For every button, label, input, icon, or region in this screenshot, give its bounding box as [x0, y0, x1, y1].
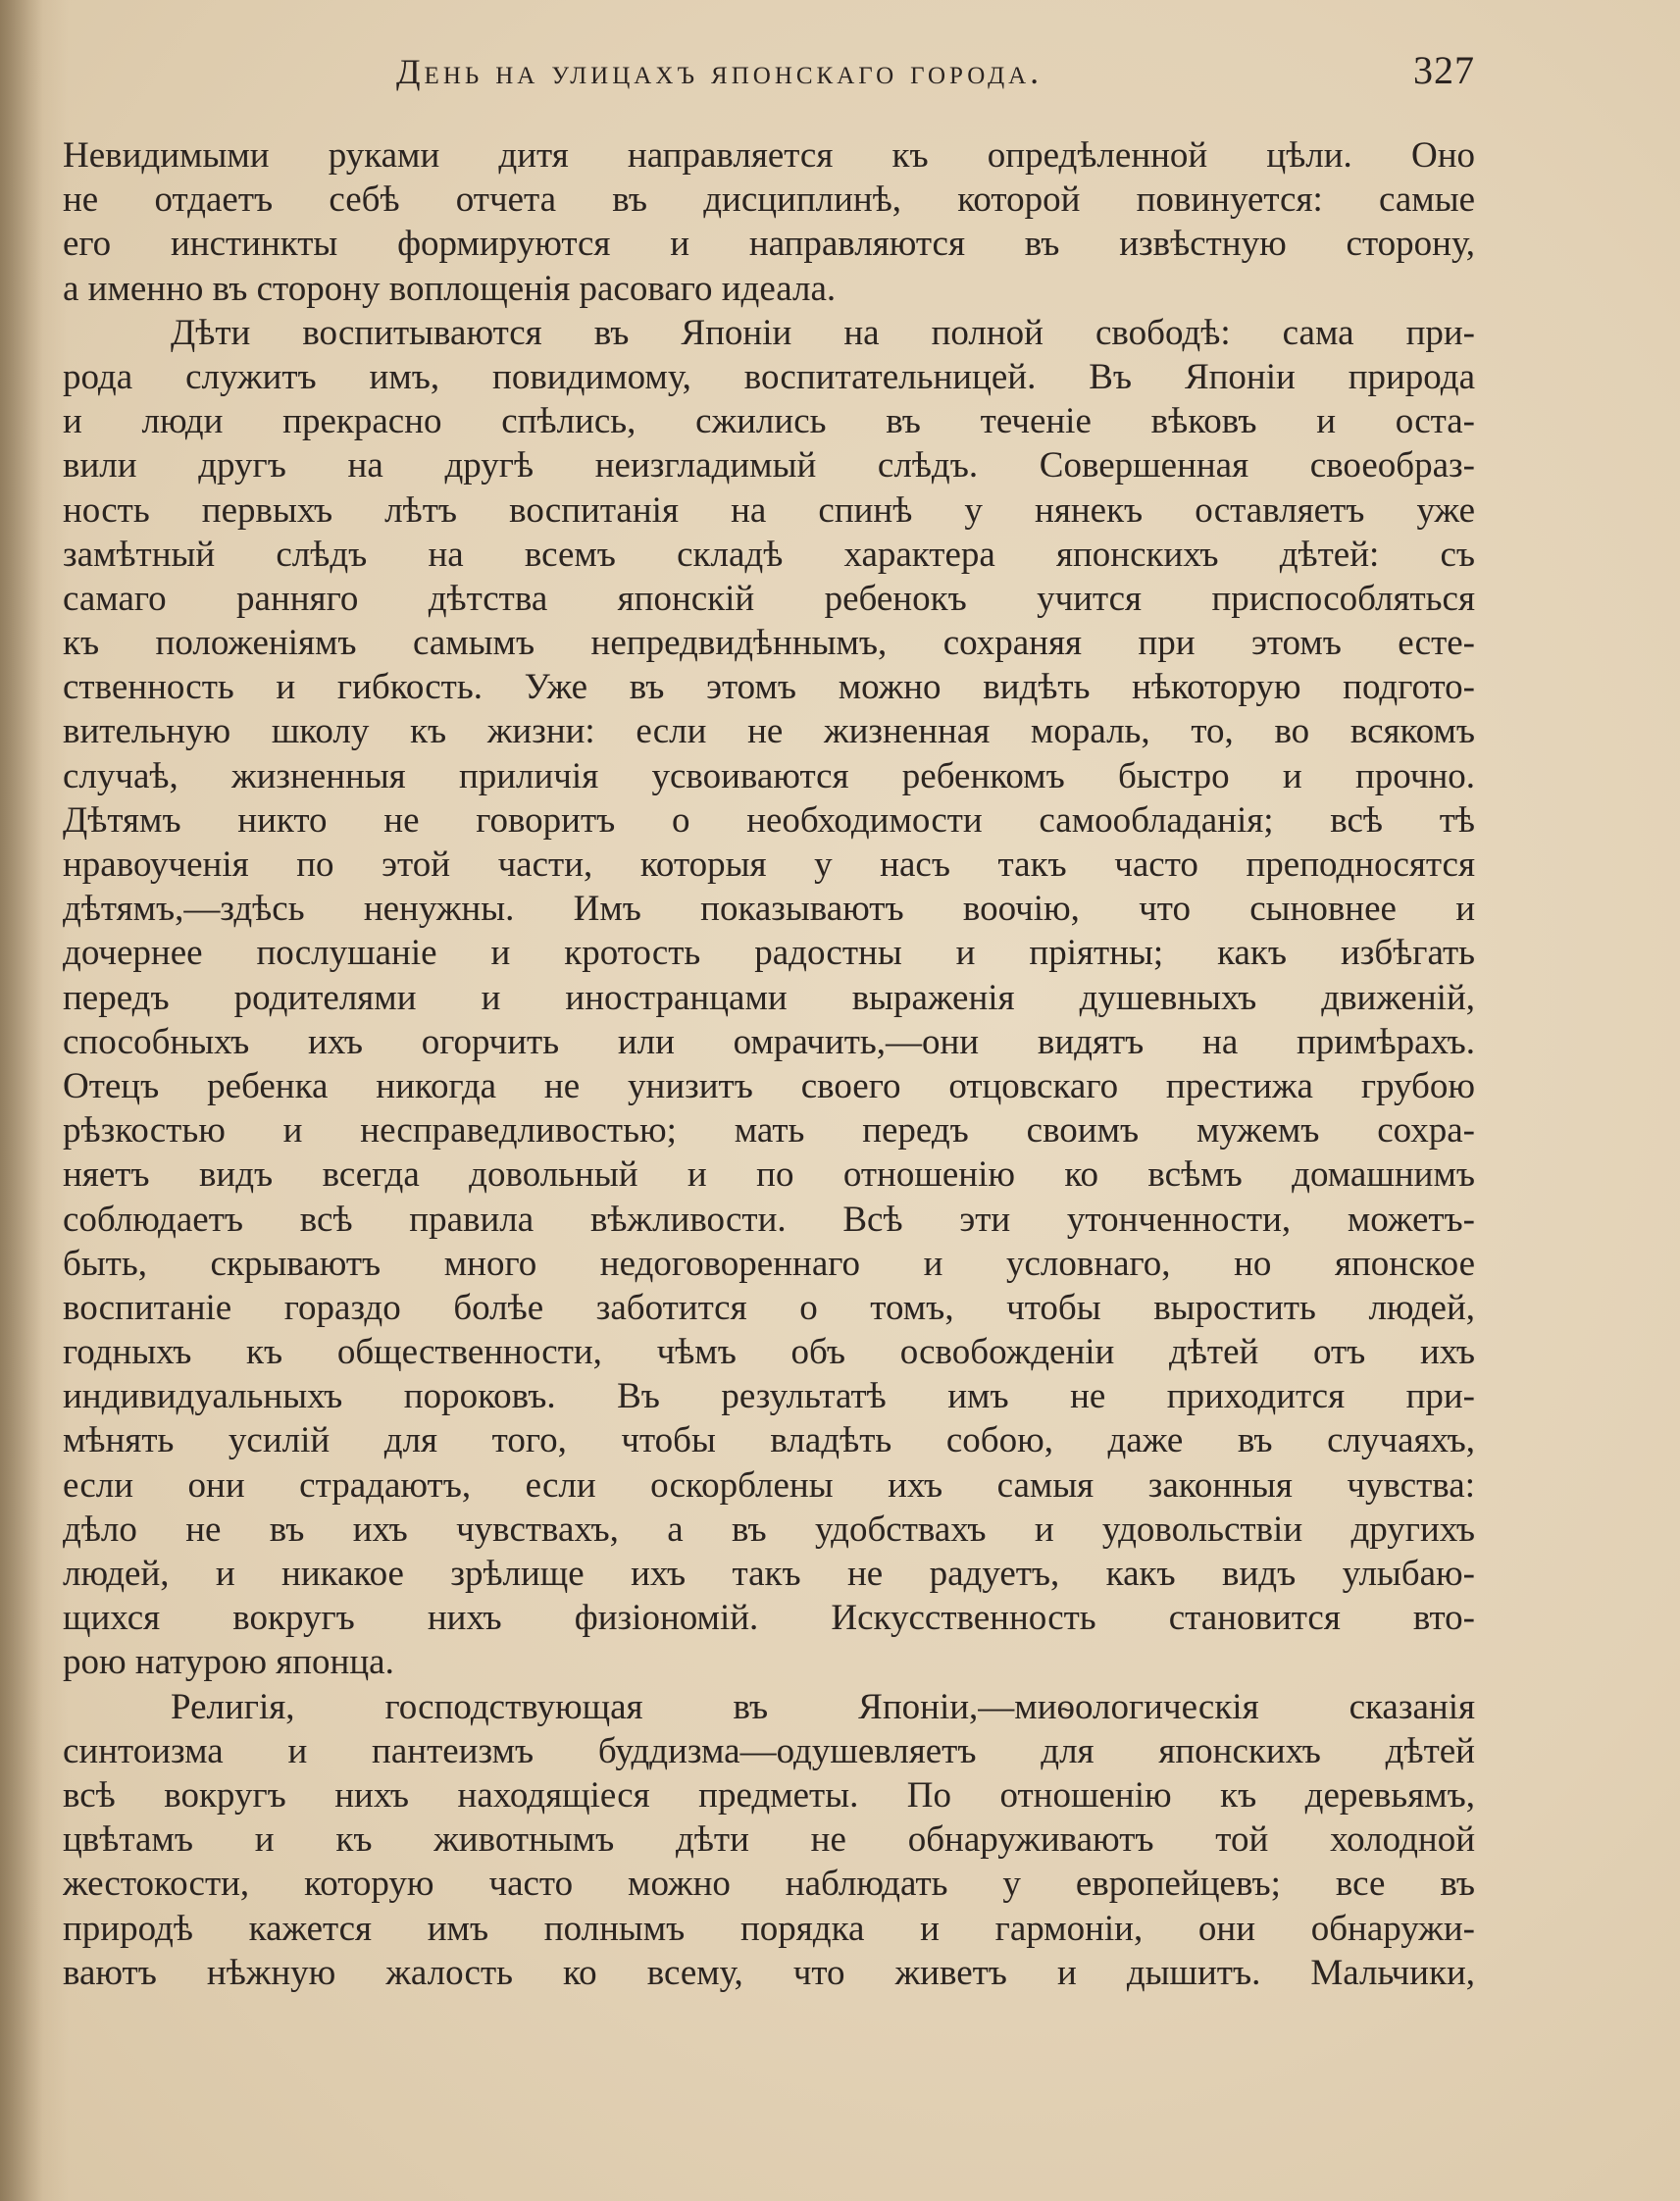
- text-line: щихся вокругъ нихъ физіономій. Искусственность становится вто-: [63, 1598, 1475, 1639]
- text-line: дочернее послушаніе и кротость радостны и пріятны; какъ избѣгать: [63, 933, 1475, 974]
- text-line: цвѣтамъ и къ животнымъ дѣти не обнаруживаютъ той холодной: [63, 1819, 1475, 1861]
- text-line: природѣ кажется имъ полнымъ порядка и гармоніи, они обнаружи-: [63, 1908, 1475, 1949]
- text-line: дѣтямъ,—здѣсь ненужны. Имъ показываютъ воочію, что сыновнее и: [63, 889, 1475, 930]
- text-line: замѣтный слѣдъ на всемъ складѣ характера японскихъ дѣтей: съ: [63, 534, 1475, 575]
- text-line: самаго ранняго дѣтства японскій ребенокъ учится приспособляться: [63, 578, 1475, 619]
- text-line: быть, скрываютъ много недоговореннаго и условнаго, но японское: [63, 1243, 1475, 1284]
- running-title: День на улицахъ японскаго города.: [396, 52, 1044, 91]
- text-line: ваютъ нѣжную жалость ко всему, что живетъ и дышитъ. Мальчики,: [63, 1952, 1475, 1993]
- text-line: вили другъ на другѣ неизгладимый слѣдъ. Совершенная своеобраз-: [63, 445, 1475, 486]
- page-number: 327: [1413, 48, 1475, 92]
- text-line: его инстинкты формируются и направляются въ извѣстную сторону,: [63, 224, 1475, 265]
- text-line: годныхъ къ общественности, чѣмъ объ освобожденіи дѣтей отъ ихъ: [63, 1332, 1475, 1373]
- text-line: мѣнять усилій для того, чтобы владѣть собою, даже въ случаяхъ,: [63, 1420, 1475, 1461]
- text-line: воспитаніе гораздо болѣе заботится о томъ, чтобы выростить людей,: [63, 1287, 1475, 1328]
- text-line: няетъ видъ всегда довольный и по отношенію ко всѣмъ домашнимъ: [63, 1154, 1475, 1196]
- text-line: Отецъ ребенка никогда не унизитъ своего отцовскаго престижа грубою: [63, 1065, 1475, 1106]
- text-line: людей, и никакое зрѣлище ихъ такъ не радуетъ, какъ видъ улыбаю-: [63, 1554, 1475, 1594]
- text-line: всѣ вокругъ нихъ находящіеся предметы. По отношенію къ деревьямъ,: [63, 1774, 1475, 1816]
- text-line: рою натурою японца.: [63, 1642, 394, 1683]
- text-line: если они страдаютъ, если оскорблены ихъ самыя законныя чувства:: [63, 1464, 1475, 1506]
- text-line: передъ родителями и иностранцами выраженія душевныхъ движеній,: [63, 977, 1475, 1018]
- text-line: къ положеніямъ самымъ непредвидѣннымъ, сохраняя при этомъ есте-: [63, 623, 1475, 664]
- text-line: ственность и гибкость. Уже въ этомъ можно видѣть нѣкоторую подгото-: [63, 667, 1475, 708]
- body-text: [63, 133, 1475, 1995]
- text-line: ность первыхъ лѣтъ воспитанія на спинѣ у нянекъ оставляетъ уже: [63, 489, 1475, 531]
- paragraph-start-line: Религія, господствующая въ Японіи,—миѳологическія сказанія: [171, 1686, 1475, 1727]
- text-line: индивидуальныхъ пороковъ. Въ результатѣ имъ не приходится при-: [63, 1376, 1475, 1417]
- text-line: рода служитъ имъ, повидимому, воспитательницей. Въ Японіи природа: [63, 356, 1475, 397]
- text-line: нравоученія по этой части, которыя у насъ такъ часто преподносятся: [63, 845, 1475, 885]
- text-line: жестокости, которую часто можно наблюдать у европейцевъ; все въ: [63, 1864, 1475, 1905]
- text-line: Дѣтямъ никто не говоритъ о необходимости самообладанія; всѣ тѣ: [63, 799, 1475, 841]
- text-line: случаѣ, жизненныя приличія усвоиваются ребенкомъ быстро и прочно.: [63, 755, 1475, 796]
- text-line: синтоизма и пантеизмъ буддизма—одушевляетъ для японскихъ дѣтей: [63, 1730, 1475, 1771]
- running-head: [63, 48, 1475, 100]
- text-line: соблюдаетъ всѣ правила вѣжливости. Всѣ эти утонченности, можетъ-: [63, 1199, 1475, 1240]
- text-line: дѣло не въ ихъ чувствахъ, а въ удобствахъ и удовольствіи другихъ: [63, 1509, 1475, 1550]
- text-line: Невидимыми руками дитя направляется къ опредѣленной цѣли. Оно: [63, 135, 1475, 176]
- text-line: вительную школу къ жизни: если не жизненная мораль, то, во всякомъ: [63, 711, 1475, 752]
- binding-shadow: [0, 0, 43, 2201]
- text-line: и люди прекрасно спѣлись, сжились въ теченіе вѣковъ и оста-: [63, 401, 1475, 442]
- text-line: а именно въ сторону воплощенія расоваго идеала.: [63, 268, 837, 309]
- text-line: способныхъ ихъ огорчить или омрачить,—они видятъ на примѣрахъ.: [63, 1021, 1475, 1062]
- text-line: рѣзкостью и несправедливостью; мать передъ своимъ мужемъ сохра-: [63, 1110, 1475, 1152]
- text-line: не отдаетъ себѣ отчета въ дисциплинѣ, которой повинуется: самые: [63, 179, 1475, 221]
- paragraph-start-line: Дѣти воспитываются въ Японіи на полной свободѣ: сама при-: [171, 312, 1475, 353]
